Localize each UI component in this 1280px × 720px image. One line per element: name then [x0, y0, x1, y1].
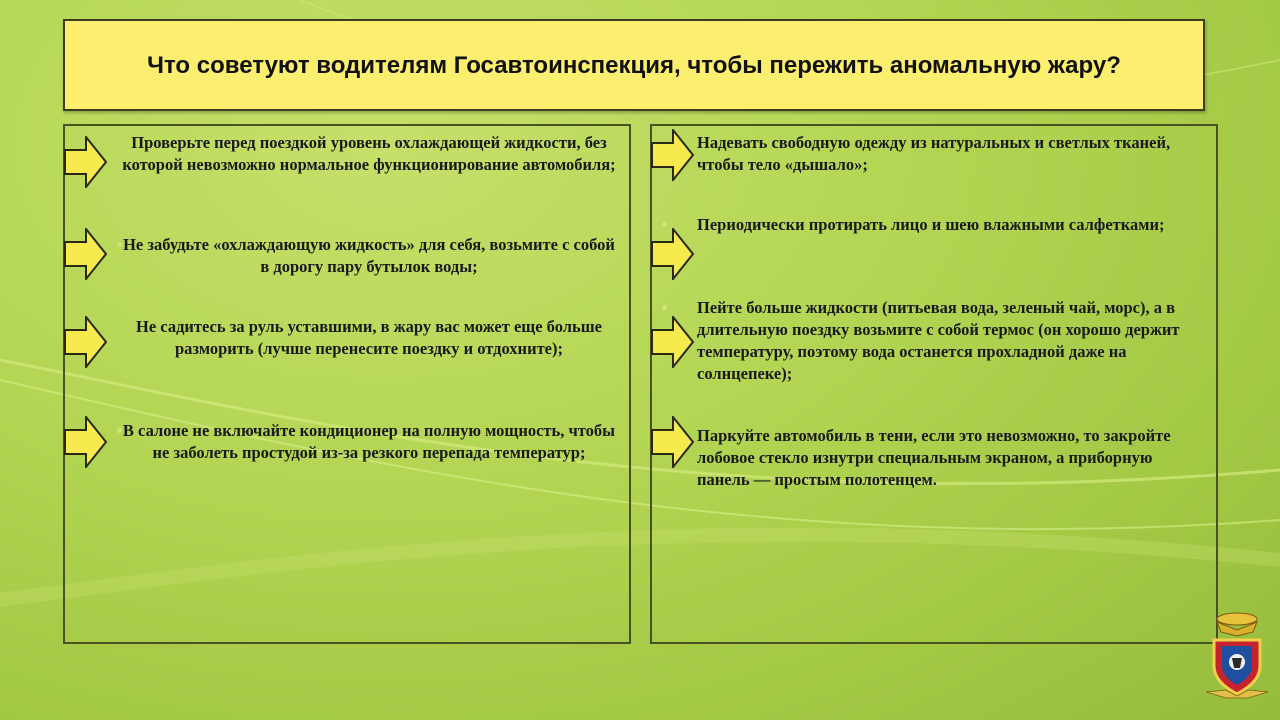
arrow-right-icon: [651, 316, 695, 368]
list-item-text: Пейте больше жидкости (питьевая вода, зеленый чай, морс), а в длительную поездку возьмите с собой термос (он хорошо держит температуру, поэтому вода останется прохладной даже на солнцепеке);: [697, 298, 1180, 383]
left-advice-panel: [63, 124, 631, 644]
arrow-right-icon: [64, 416, 108, 468]
list-item-text: Проверьте перед поездкой уровень охлаждающей жидкости, без которой невозможно нормальное функционирование автомобиля;: [122, 133, 616, 174]
arrow-right-icon: [651, 228, 695, 280]
list-item-text: Паркуйте автомобиль в тени, если это невозможно, то закройте лобовое стекло изнутри специальным экраном, а приборную панель — простым полотенцем.: [697, 426, 1171, 489]
traffic-police-emblem: [1206, 610, 1268, 700]
list-item-text: Не садитесь за руль уставшими, в жару вас может еще больше разморить (лучше перенесите поездку и отдохните);: [136, 317, 602, 358]
bullet-dot: [662, 222, 667, 227]
right-advice-panel: [650, 124, 1218, 644]
list-item-text: В салоне не включайте кондиционер на полную мощность, чтобы не заболеть простудой из-за резкого перепада температур;: [122, 421, 616, 462]
arrow-right-icon: [64, 316, 108, 368]
arrow-right-icon: [651, 416, 695, 468]
arrow-right-icon: [651, 129, 695, 181]
page-title: Что советуют водителям Госавтоинспекция, чтобы пережить аномальную жару?: [147, 51, 1121, 79]
arrow-right-icon: [64, 228, 108, 280]
list-item-text: Периодически протирать лицо и шею влажными салфетками;: [697, 215, 1165, 234]
bullet-dot: [662, 305, 667, 310]
list-item-text: Не забудьте «охлаждающую жидкость» для себя, возьмите с собой в дорогу пару бутылок воды;: [123, 235, 615, 276]
arrow-right-icon: [64, 136, 108, 188]
title-banner: [63, 19, 1205, 111]
list-item-text: Надевать свободную одежду из натуральных и светлых тканей, чтобы тело «дышало»;: [697, 133, 1171, 174]
